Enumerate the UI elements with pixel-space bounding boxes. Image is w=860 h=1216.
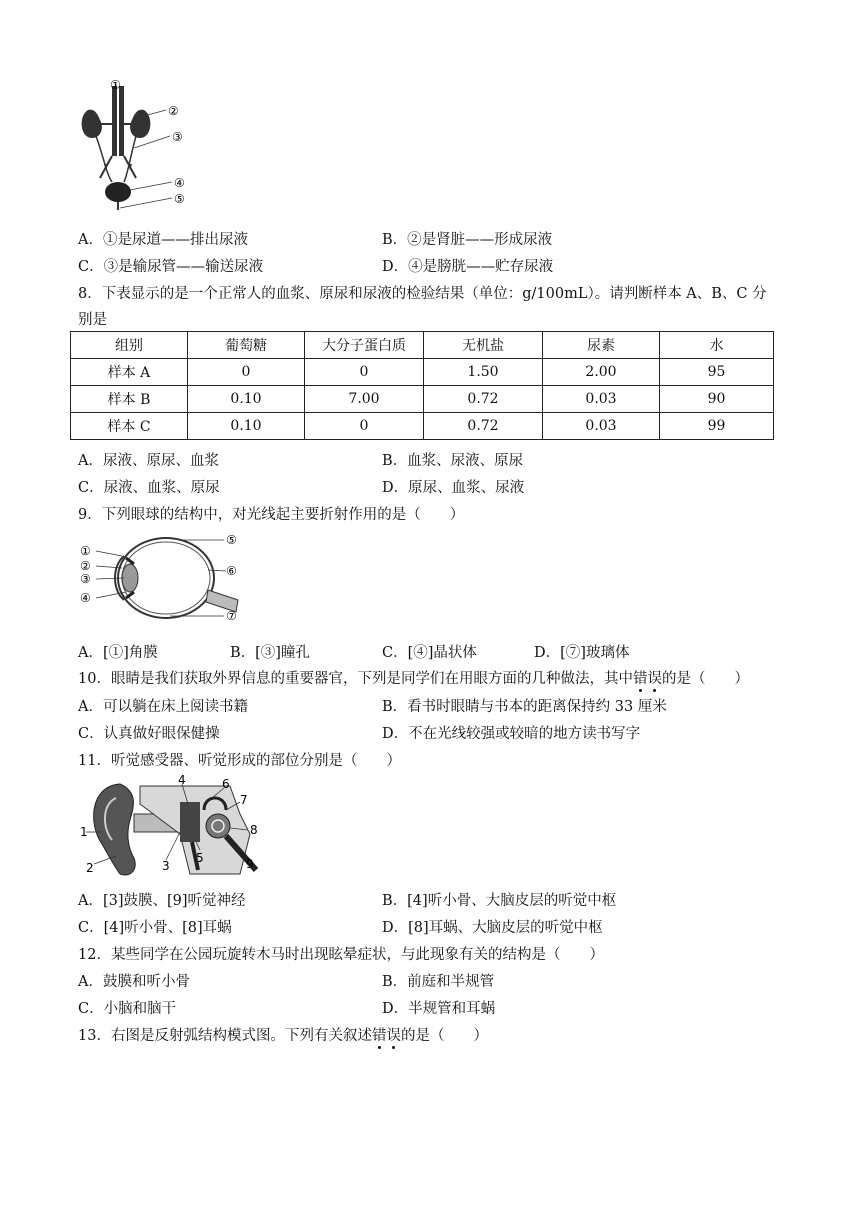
table-header-row — [71, 332, 774, 359]
fig11-label-2: 2 — [86, 861, 94, 875]
table-cell: 0.10 — [188, 413, 305, 440]
q8-option-c[interactable]: C．尿液、血浆、原尿 — [78, 480, 220, 496]
fig11-label-8: 8 — [250, 823, 258, 837]
fig11-label-5: 5 — [196, 851, 204, 865]
table-cell: 0.03 — [543, 386, 660, 413]
fig9-label-2: ② — [80, 559, 91, 573]
table-row — [71, 413, 774, 440]
fig7-label-4: ④ — [174, 176, 185, 190]
q8-option-a[interactable]: A．尿液、原尿、血浆 — [78, 453, 219, 469]
q13-stem-emph-2: 误 — [386, 1028, 401, 1044]
q8-option-d[interactable]: D．原尿、血浆、尿液 — [382, 480, 525, 496]
table-cell: 0 — [188, 359, 305, 386]
table-row — [71, 359, 774, 386]
ear-diagram — [80, 774, 265, 884]
fig11-label-3: 3 — [162, 859, 170, 873]
q12-option-d[interactable]: D．半规管和耳蜗 — [382, 1001, 496, 1017]
table-cell: 7.00 — [305, 386, 424, 413]
table-cell: 样本 B — [71, 386, 188, 413]
fig11-label-7: 7 — [240, 793, 248, 807]
q8-data-table — [70, 331, 774, 440]
table-header: 组别 — [71, 332, 188, 359]
q12-option-c[interactable]: C．小脑和脑干 — [78, 1001, 177, 1017]
fig9-label-3: ③ — [80, 572, 91, 586]
q10-option-d[interactable]: D．不在光线较强或较暗的地方读书写字 — [382, 726, 641, 742]
q13-stem-emph-1: 错 — [371, 1028, 387, 1044]
q9-option-a[interactable]: A．[①]角膜 — [78, 645, 158, 661]
fig7-label-3: ③ — [172, 130, 183, 144]
fig7-label-1: ① — [110, 78, 121, 92]
table-cell: 0 — [305, 413, 424, 440]
table-header: 葡萄糖 — [188, 332, 305, 359]
q9-option-b[interactable]: B．[③]瞳孔 — [230, 645, 310, 661]
fig11-label-1: 1 — [80, 825, 88, 839]
q12-option-b[interactable]: B．前庭和半规管 — [382, 974, 495, 990]
q8-option-b[interactable]: B．血浆、尿液、原尿 — [382, 453, 524, 469]
table-header: 大分子蛋白质 — [305, 332, 424, 359]
q8-stem-line1: 8．下表显示的是一个正常人的血浆、原尿和尿液的检验结果（单位：g/100mL）。请判断样本 A、B、C 分 — [78, 286, 767, 302]
q12-option-a[interactable]: A．鼓膜和听小骨 — [78, 974, 190, 990]
q10-option-c[interactable]: C．认真做好眼保健操 — [78, 726, 220, 742]
q10-stem-post: 的是（ ） — [661, 671, 749, 687]
fig11-label-6: 6 — [222, 777, 230, 791]
q13-stem-post: 的是（ ） — [400, 1028, 488, 1044]
q11-option-d[interactable]: D．[8]耳蜗、大脑皮层的听觉中枢 — [382, 920, 603, 936]
table-cell: 95 — [660, 359, 774, 386]
q12-stem: 12．某些同学在公园玩旋转木马时出现眩晕症状，与此现象有关的结构是（ ） — [78, 947, 604, 963]
q7-option-a[interactable]: A．①是尿道——排出尿液 — [78, 232, 248, 248]
table-row — [71, 386, 774, 413]
fig11-label-4: 4 — [178, 774, 186, 787]
q8-stem-line2: 别是 — [78, 312, 107, 328]
fig9-label-4: ④ — [80, 591, 91, 605]
q10-option-a[interactable]: A．可以躺在床上阅读书籍 — [78, 699, 248, 715]
urinary-system-diagram — [74, 78, 204, 213]
fig7-label-2: ② — [168, 104, 179, 118]
table-cell: 99 — [660, 413, 774, 440]
fig9-label-5: ⑤ — [226, 533, 237, 547]
eyeball-diagram — [78, 530, 248, 630]
q9-stem: 9．下列眼球的结构中，对光线起主要折射作用的是（ ） — [78, 507, 465, 523]
fig7-label-5: ⑤ — [174, 192, 185, 206]
q7-option-d[interactable]: D．④是膀胱——贮存尿液 — [382, 259, 554, 275]
q11-option-c[interactable]: C．[4]听小骨、[8]耳蜗 — [78, 920, 232, 936]
table-cell: 0.72 — [424, 413, 543, 440]
q11-stem: 11．听觉感受器、听觉形成的部位分别是（ ） — [78, 753, 401, 769]
table-header: 无机盐 — [424, 332, 543, 359]
table-cell: 0.72 — [424, 386, 543, 413]
table-cell: 1.50 — [424, 359, 543, 386]
q13-stem — [78, 1024, 488, 1045]
table-cell: 2.00 — [543, 359, 660, 386]
table-cell: 0.10 — [188, 386, 305, 413]
table-cell: 样本 A — [71, 359, 188, 386]
q10-stem-pre: 10．眼睛是我们获取外界信息的重要器官，下列是同学们在用眼方面的几种做法，其中 — [78, 671, 633, 687]
table-cell: 样本 C — [71, 413, 188, 440]
table-cell: 0.03 — [543, 413, 660, 440]
q11-option-a[interactable]: A．[3]鼓膜、[9]听觉神经 — [78, 893, 246, 909]
q7-option-c[interactable]: C．③是输尿管——输送尿液 — [78, 259, 264, 275]
fig9-label-1: ① — [80, 544, 91, 558]
q10-stem-emph-2: 误 — [647, 671, 662, 687]
table-header: 水 — [660, 332, 774, 359]
q11-option-b[interactable]: B．[4]听小骨、大脑皮层的听觉中枢 — [382, 893, 617, 909]
q10-stem-emph-1: 错 — [632, 671, 648, 687]
q9-option-c[interactable]: C．[④]晶状体 — [382, 645, 477, 661]
table-header: 尿素 — [543, 332, 660, 359]
table-cell: 0 — [305, 359, 424, 386]
q9-option-d[interactable]: D．[⑦]玻璃体 — [534, 645, 630, 661]
q10-stem — [78, 667, 749, 688]
table-cell: 90 — [660, 386, 774, 413]
q7-option-b[interactable]: B．②是肾脏——形成尿液 — [382, 232, 553, 248]
q10-option-b[interactable]: B．看书时眼睛与书本的距离保持约 33 厘米 — [382, 699, 667, 715]
q13-stem-pre: 13．右图是反射弧结构模式图。下列有关叙述 — [78, 1028, 372, 1044]
fig9-label-6: ⑥ — [226, 564, 237, 578]
fig11-label-9: 9 — [246, 857, 254, 871]
fig9-label-7: ⑦ — [226, 609, 237, 623]
